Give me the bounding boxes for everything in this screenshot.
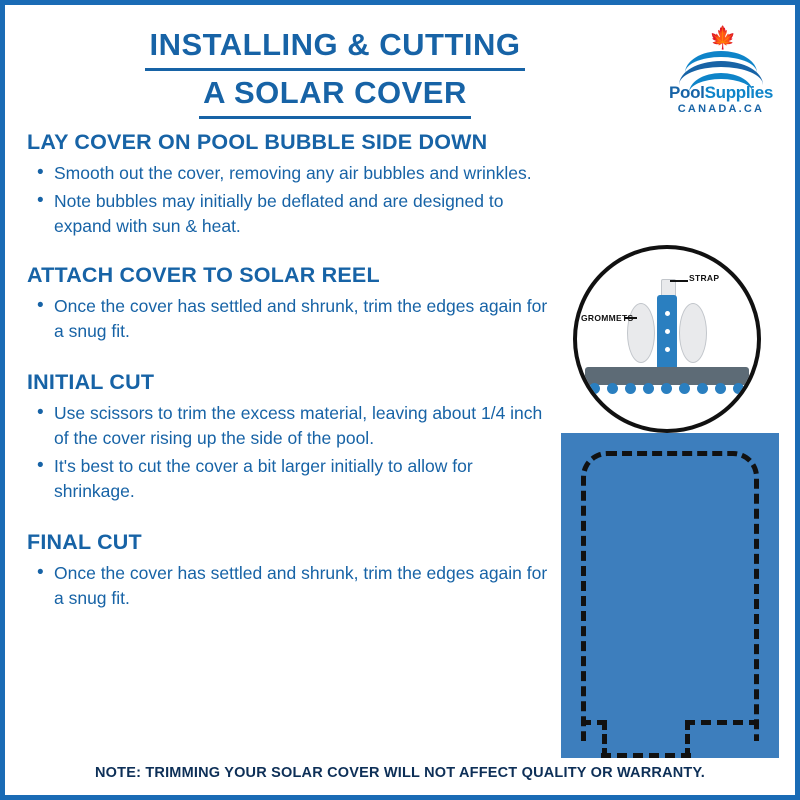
bullet-list-initial-cut [27, 401, 557, 504]
grommet-right-shape [679, 303, 707, 363]
section-title-lay-cover: LAY COVER ON POOL BUBBLE SIDE DOWN [27, 130, 488, 154]
logo-name-part1: Pool [668, 83, 705, 102]
section-title-final-cut: FINAL CUT [27, 530, 142, 554]
pool-cut-outline [581, 451, 759, 741]
post-dot [665, 329, 670, 334]
maple-leaf-icon: 🍁 [709, 25, 737, 50]
bubble-icon [607, 383, 618, 394]
list-item: • Use scissors to trim the excess material, leaving about 1/4 inch of the cover rising up the side of the pool. [27, 401, 557, 451]
bubble-icon [733, 383, 744, 394]
pool-cutting-diagram [561, 433, 779, 758]
grommet-left-shape [627, 303, 655, 363]
post-dot [665, 311, 670, 316]
footer-note: NOTE: TRIMMING YOUR SOLAR COVER WILL NOT AFFECT QUALITY OR WARRANTY. [95, 765, 705, 781]
logo-name-part2: Supplies [704, 83, 774, 102]
bubble-icon [625, 383, 636, 394]
bubble-row [587, 383, 747, 397]
brand-logo[interactable] [659, 23, 783, 123]
pool-cut-outline-bottom-right [685, 720, 759, 725]
bubble-icon [715, 383, 726, 394]
list-item: • It's best to cut the cover a bit larger initially to allow for shrinkage. [27, 454, 557, 504]
pool-step-outline [601, 720, 691, 758]
section-title-attach-reel: ATTACH COVER TO SOLAR REEL [27, 263, 380, 287]
page-title [35, 23, 635, 119]
page-title-line2: A SOLAR COVER [199, 71, 471, 119]
post-dot [665, 347, 670, 352]
list-item: • Once the cover has settled and shrunk, trim the edges again for a snug fit. [27, 561, 557, 611]
section-lay-cover [27, 130, 557, 239]
bubble-icon [643, 383, 654, 394]
page-title-line1: INSTALLING & CUTTING [145, 23, 524, 71]
bullet-list-attach-reel [27, 294, 557, 344]
bullet-list-lay-cover [27, 161, 557, 239]
bubble-icon [589, 383, 600, 394]
section-initial-cut [27, 370, 557, 504]
list-item: • Note bubbles may initially be deflated and are designed to expand with sun & heat. [27, 189, 557, 239]
bubble-icon [697, 383, 708, 394]
bubble-icon [679, 383, 690, 394]
list-item: • Smooth out the cover, removing any air bubbles and wrinkles. [27, 161, 557, 186]
diagram-label-strap: STRAP [689, 273, 720, 283]
logo-name [659, 83, 783, 103]
section-attach-reel [27, 263, 557, 344]
section-title-initial-cut: INITIAL CUT [27, 370, 155, 394]
list-item: • Once the cover has settled and shrunk, trim the edges again for a snug fit. [27, 294, 557, 344]
leader-line-strap [670, 280, 688, 282]
section-final-cut [27, 530, 557, 611]
diagram-label-grommets: GROMMETS [581, 313, 634, 323]
content-column [27, 130, 557, 627]
logo-subtitle: CANADA.CA [677, 103, 765, 115]
bullet-list-final-cut [27, 561, 557, 611]
bubble-icon [661, 383, 672, 394]
grommet-strap-diagram [573, 245, 761, 433]
header [5, 17, 800, 122]
